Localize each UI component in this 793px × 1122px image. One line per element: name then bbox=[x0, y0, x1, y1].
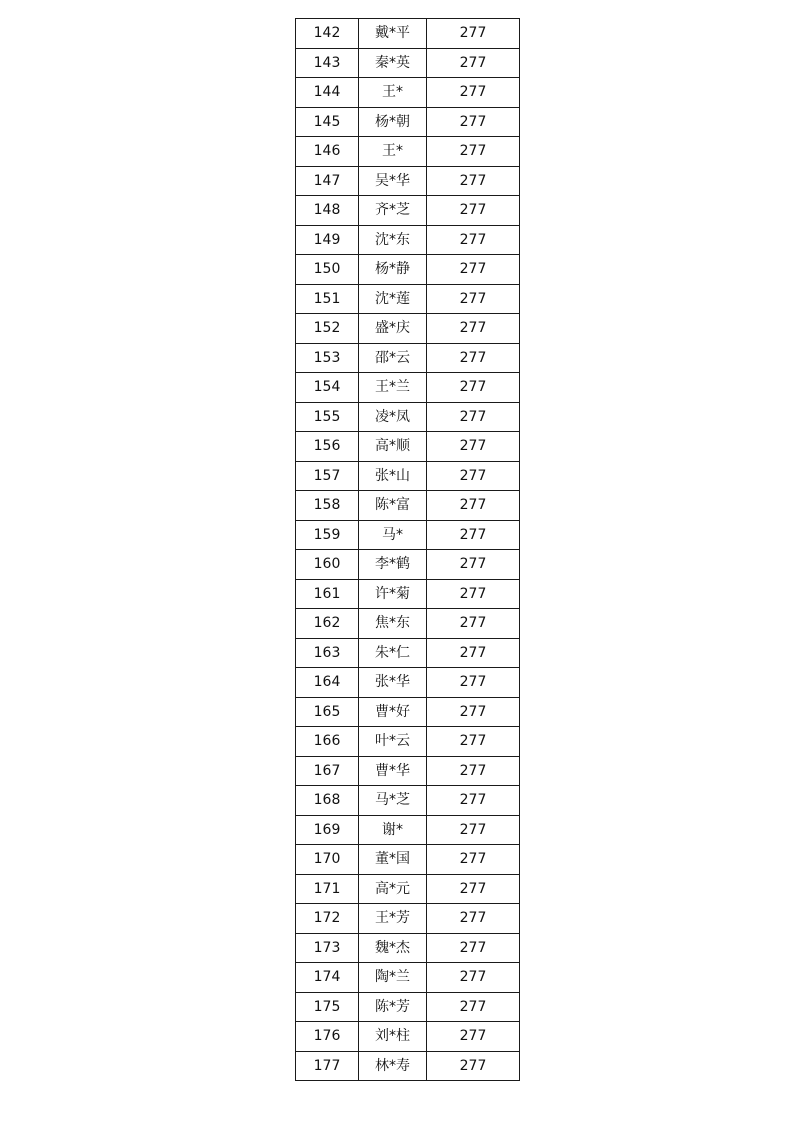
table-row bbox=[296, 225, 520, 255]
table-row bbox=[296, 343, 520, 373]
table-row bbox=[296, 904, 520, 934]
roster-table bbox=[295, 18, 520, 1081]
table-row bbox=[296, 402, 520, 432]
name-cell: 秦*英 bbox=[359, 48, 427, 78]
name-cell: 刘*柱 bbox=[359, 1022, 427, 1052]
name-cell: 叶*云 bbox=[359, 727, 427, 757]
name-cell: 焦*东 bbox=[359, 609, 427, 639]
score-cell: 277 bbox=[427, 314, 520, 344]
name-cell: 马* bbox=[359, 520, 427, 550]
table-row bbox=[296, 815, 520, 845]
row-number-cell: 170 bbox=[296, 845, 359, 875]
score-cell: 277 bbox=[427, 1022, 520, 1052]
row-number-cell: 153 bbox=[296, 343, 359, 373]
score-cell: 277 bbox=[427, 225, 520, 255]
row-number-cell: 146 bbox=[296, 137, 359, 167]
score-cell: 277 bbox=[427, 874, 520, 904]
score-cell: 277 bbox=[427, 196, 520, 226]
row-number-cell: 174 bbox=[296, 963, 359, 993]
name-cell: 杨*朝 bbox=[359, 107, 427, 137]
name-cell: 林*寿 bbox=[359, 1051, 427, 1081]
row-number-cell: 167 bbox=[296, 756, 359, 786]
table-row bbox=[296, 107, 520, 137]
name-cell: 曹*好 bbox=[359, 697, 427, 727]
score-cell: 277 bbox=[427, 284, 520, 314]
name-cell: 董*国 bbox=[359, 845, 427, 875]
roster-table-body bbox=[296, 19, 520, 1081]
name-cell: 王*芳 bbox=[359, 904, 427, 934]
name-cell: 高*元 bbox=[359, 874, 427, 904]
name-cell: 杨*静 bbox=[359, 255, 427, 285]
name-cell: 李*鹤 bbox=[359, 550, 427, 580]
score-cell: 277 bbox=[427, 727, 520, 757]
row-number-cell: 175 bbox=[296, 992, 359, 1022]
row-number-cell: 171 bbox=[296, 874, 359, 904]
row-number-cell: 161 bbox=[296, 579, 359, 609]
table-row bbox=[296, 314, 520, 344]
row-number-cell: 165 bbox=[296, 697, 359, 727]
score-cell: 277 bbox=[427, 137, 520, 167]
table-row bbox=[296, 845, 520, 875]
row-number-cell: 144 bbox=[296, 78, 359, 108]
table-row bbox=[296, 992, 520, 1022]
score-cell: 277 bbox=[427, 845, 520, 875]
score-cell: 277 bbox=[427, 166, 520, 196]
score-cell: 277 bbox=[427, 491, 520, 521]
table-row bbox=[296, 491, 520, 521]
table-row bbox=[296, 373, 520, 403]
name-cell: 陈*富 bbox=[359, 491, 427, 521]
name-cell: 张*华 bbox=[359, 668, 427, 698]
table-row bbox=[296, 432, 520, 462]
table-row bbox=[296, 963, 520, 993]
name-cell: 王* bbox=[359, 78, 427, 108]
score-cell: 277 bbox=[427, 461, 520, 491]
score-cell: 277 bbox=[427, 638, 520, 668]
name-cell: 曹*华 bbox=[359, 756, 427, 786]
table-row bbox=[296, 727, 520, 757]
score-cell: 277 bbox=[427, 1051, 520, 1081]
row-number-cell: 152 bbox=[296, 314, 359, 344]
row-number-cell: 164 bbox=[296, 668, 359, 698]
score-cell: 277 bbox=[427, 48, 520, 78]
score-cell: 277 bbox=[427, 992, 520, 1022]
row-number-cell: 150 bbox=[296, 255, 359, 285]
name-cell: 齐*芝 bbox=[359, 196, 427, 226]
table-row bbox=[296, 668, 520, 698]
row-number-cell: 147 bbox=[296, 166, 359, 196]
row-number-cell: 145 bbox=[296, 107, 359, 137]
row-number-cell: 158 bbox=[296, 491, 359, 521]
score-cell: 277 bbox=[427, 78, 520, 108]
name-cell: 沈*莲 bbox=[359, 284, 427, 314]
table-row bbox=[296, 756, 520, 786]
table-row bbox=[296, 579, 520, 609]
score-cell: 277 bbox=[427, 520, 520, 550]
row-number-cell: 166 bbox=[296, 727, 359, 757]
row-number-cell: 176 bbox=[296, 1022, 359, 1052]
row-number-cell: 172 bbox=[296, 904, 359, 934]
row-number-cell: 151 bbox=[296, 284, 359, 314]
row-number-cell: 155 bbox=[296, 402, 359, 432]
name-cell: 朱*仁 bbox=[359, 638, 427, 668]
name-cell: 沈*东 bbox=[359, 225, 427, 255]
score-cell: 277 bbox=[427, 904, 520, 934]
row-number-cell: 173 bbox=[296, 933, 359, 963]
name-cell: 王* bbox=[359, 137, 427, 167]
table-row bbox=[296, 196, 520, 226]
score-cell: 277 bbox=[427, 432, 520, 462]
score-cell: 277 bbox=[427, 255, 520, 285]
table-row bbox=[296, 697, 520, 727]
table-row bbox=[296, 874, 520, 904]
score-cell: 277 bbox=[427, 815, 520, 845]
table-row bbox=[296, 48, 520, 78]
name-cell: 戴*平 bbox=[359, 19, 427, 49]
table-row bbox=[296, 19, 520, 49]
row-number-cell: 169 bbox=[296, 815, 359, 845]
name-cell: 高*顺 bbox=[359, 432, 427, 462]
score-cell: 277 bbox=[427, 579, 520, 609]
row-number-cell: 168 bbox=[296, 786, 359, 816]
score-cell: 277 bbox=[427, 343, 520, 373]
table-row bbox=[296, 609, 520, 639]
score-cell: 277 bbox=[427, 609, 520, 639]
row-number-cell: 157 bbox=[296, 461, 359, 491]
row-number-cell: 177 bbox=[296, 1051, 359, 1081]
score-cell: 277 bbox=[427, 786, 520, 816]
table-row bbox=[296, 461, 520, 491]
score-cell: 277 bbox=[427, 756, 520, 786]
score-cell: 277 bbox=[427, 963, 520, 993]
name-cell: 马*芝 bbox=[359, 786, 427, 816]
score-cell: 277 bbox=[427, 402, 520, 432]
table-row bbox=[296, 166, 520, 196]
score-cell: 277 bbox=[427, 107, 520, 137]
row-number-cell: 149 bbox=[296, 225, 359, 255]
row-number-cell: 162 bbox=[296, 609, 359, 639]
name-cell: 凌*凤 bbox=[359, 402, 427, 432]
name-cell: 魏*杰 bbox=[359, 933, 427, 963]
table-row bbox=[296, 255, 520, 285]
table-row bbox=[296, 284, 520, 314]
row-number-cell: 160 bbox=[296, 550, 359, 580]
name-cell: 谢* bbox=[359, 815, 427, 845]
row-number-cell: 159 bbox=[296, 520, 359, 550]
table-row bbox=[296, 1022, 520, 1052]
name-cell: 吴*华 bbox=[359, 166, 427, 196]
name-cell: 张*山 bbox=[359, 461, 427, 491]
table-row bbox=[296, 638, 520, 668]
table-row bbox=[296, 137, 520, 167]
table-row bbox=[296, 550, 520, 580]
row-number-cell: 143 bbox=[296, 48, 359, 78]
name-cell: 王*兰 bbox=[359, 373, 427, 403]
table-row bbox=[296, 520, 520, 550]
row-number-cell: 154 bbox=[296, 373, 359, 403]
score-cell: 277 bbox=[427, 933, 520, 963]
row-number-cell: 142 bbox=[296, 19, 359, 49]
score-cell: 277 bbox=[427, 697, 520, 727]
row-number-cell: 148 bbox=[296, 196, 359, 226]
score-cell: 277 bbox=[427, 19, 520, 49]
score-cell: 277 bbox=[427, 668, 520, 698]
name-cell: 许*菊 bbox=[359, 579, 427, 609]
table-row bbox=[296, 786, 520, 816]
score-cell: 277 bbox=[427, 373, 520, 403]
table-row bbox=[296, 1051, 520, 1081]
row-number-cell: 163 bbox=[296, 638, 359, 668]
name-cell: 邵*云 bbox=[359, 343, 427, 373]
score-cell: 277 bbox=[427, 550, 520, 580]
row-number-cell: 156 bbox=[296, 432, 359, 462]
name-cell: 盛*庆 bbox=[359, 314, 427, 344]
name-cell: 陶*兰 bbox=[359, 963, 427, 993]
table-row bbox=[296, 78, 520, 108]
table-row bbox=[296, 933, 520, 963]
name-cell: 陈*芳 bbox=[359, 992, 427, 1022]
